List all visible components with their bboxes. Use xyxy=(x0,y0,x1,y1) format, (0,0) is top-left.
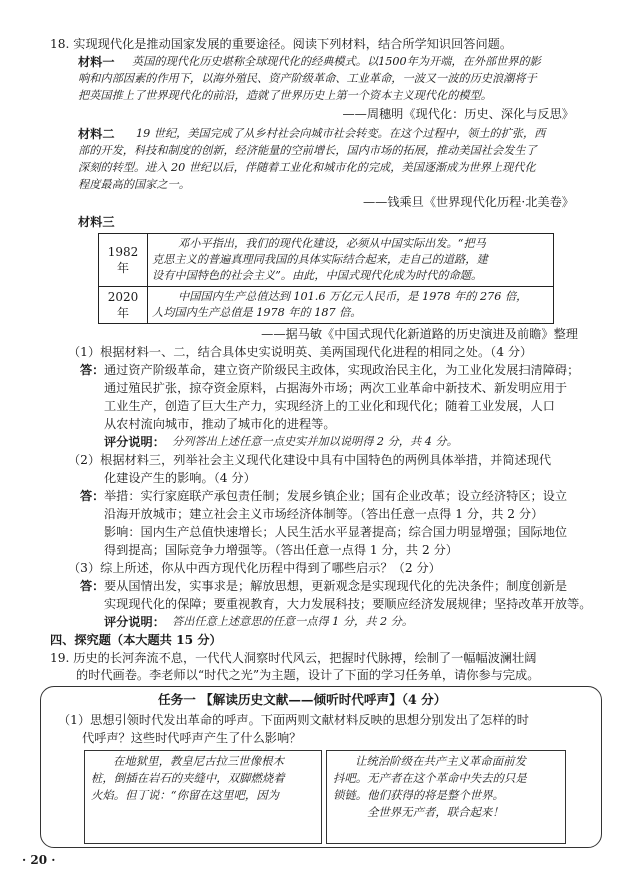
quote-box-communist-manifesto xyxy=(326,750,566,844)
material-3-source: ——据马敏《中国式现代化新道路的历史演进及前瞻》整理 xyxy=(261,327,578,341)
content-cell xyxy=(148,234,554,287)
answer-label: 答： xyxy=(80,489,105,503)
task-question-line: 代呼声？这些时代呼声产生了什么影响？ xyxy=(82,731,302,745)
answer-2-line: 沿海开放城市；建立社会主义市场经济体制等。（答出任意一点得 1 分，共 2 分） xyxy=(104,507,544,521)
material-1-line: 把英国推上了世界现代化的前沿，造就了世界历史上第一个资本主义现代化的模型。 xyxy=(78,89,492,102)
answer-2-line: 影响：国内生产总值快速增长；人民生活水平显著提高；综合国力明显增强；国际地位 xyxy=(104,525,568,539)
answer-3-line: 实现现代化的保障；要重视教育，大力发展科技；要顺应经济发展规律；坚持改革开放等。 xyxy=(104,597,592,611)
task-title: 任务一 【解读历史文献——倾听时代呼声】（4 分） xyxy=(158,692,447,707)
table-row xyxy=(99,287,554,324)
answer-3-line: 要从国情出发，实事求是；解放思想，更新观念是实现现代化的先决条件；制度创新是 xyxy=(104,579,568,593)
material-3-label: 材料三 xyxy=(78,215,115,229)
score-note-3: 答出任意上述意思的任意一点得 1 分，共 2 分。 xyxy=(172,615,414,628)
q19-stem-line: 的时代画卷。李老师以“时代之光”为主题，设计了下面的学习任务单，请你参与完成。 xyxy=(76,668,540,682)
quote-line: 在地狱里，教皇尼古拉三世像根木 xyxy=(113,754,284,768)
task-question-line: （1）思想引领时代发出革命的呼声。下面两则文献材料反映的思想分别发出了怎样的时 xyxy=(58,713,529,727)
material-2-line: 深刻的转型。进入 20 世纪以后，伴随着工业化和城市化的完成，美国逐渐成为世界上现代化 xyxy=(78,161,536,174)
cell-line: 设有中国特色的社会主义”。由此，中国式现代化成为时代的命题。 xyxy=(152,269,483,282)
subquestion-3: （3）综上所述，你从中西方现代化历程中得到了哪些启示？（2 分） xyxy=(68,561,441,575)
year-cell: 1982 年 xyxy=(99,234,148,287)
cell-line: 中国国内生产总值达到 101.6 万亿元人民币，是 1978 年的 276 倍， xyxy=(178,290,528,303)
subquestion-2-line: （2）根据材料三，列举社会主义现代化建设中具有中国特色的两例具体举措，并简述现代 xyxy=(68,453,552,467)
material-2-line: 程度最高的国家之一。 xyxy=(78,178,190,191)
answer-2-line: 举措：实行家庭联产承包责任制；发展乡镇企业；国有企业改革；设立经济特区；设立 xyxy=(104,489,568,503)
answer-label: 答： xyxy=(80,363,105,377)
quote-line: 锁链。他们获得的将是整个世界。 xyxy=(333,788,504,802)
answer-label: 答： xyxy=(80,579,105,593)
score-note-1: 分列答出上述任意一点史实并加以说明得 2 分，共 4 分。 xyxy=(172,435,458,448)
quote-box-divine-comedy xyxy=(84,750,322,844)
score-label: 评分说明： xyxy=(104,615,165,629)
quote-line: 全世界无产者，联合起来！ xyxy=(367,805,504,819)
material-3-table xyxy=(98,233,554,324)
q18-stem: 18. 实现现代化是推动国家发展的重要途径。阅读下列材料，结合所学知识回答问题。 xyxy=(50,37,513,51)
material-2-line: 19 世纪，美国完成了从乡村社会向城市社会转变。在这个过程中，领土的扩张，西 xyxy=(136,127,546,140)
material-1-source: ——周穗明《现代化：历史、深化与反思》 xyxy=(342,107,574,121)
content-cell xyxy=(148,287,554,324)
cell-line: 邓小平指出，我们的现代化建设，必须从中国实际出发。“把马 xyxy=(178,237,486,250)
cell-line: 克思主义的普遍真理同我国的具体实际结合起来，走自己的道路，建 xyxy=(152,253,488,266)
subquestion-1: （1）根据材料一、二，结合具体史实说明英、美两国现代化进程的相同之处。（4 分） xyxy=(68,345,533,359)
material-1-label: 材料一 xyxy=(78,55,115,69)
score-label: 评分说明： xyxy=(104,435,165,449)
page-number: · 20 · xyxy=(22,853,56,867)
section-heading: 四、探究题（本大题共 15 分） xyxy=(50,633,222,647)
answer-1-line: 通过殖民扩张，掠夺资金原料，占据海外市场；两次工业革命中新技术、新发明应用于 xyxy=(104,381,568,395)
cell-line: 人均国内生产总值是 1978 年的 187 倍。 xyxy=(152,306,362,319)
year-cell: 2020 年 xyxy=(99,287,148,324)
material-2-label: 材料二 xyxy=(78,127,115,141)
q19-stem-line: 19. 历史的长河奔流不息，一代代人洞察时代风云，把握时代脉搏，绘制了一幅幅波澜壮阔 xyxy=(50,651,537,665)
subquestion-2-line: 化建设产生的影响。（4 分） xyxy=(104,471,256,485)
material-2-source: ——钱乘旦《世界现代化历程·北美卷》 xyxy=(362,195,574,209)
answer-1-line: 从农村流向城市，推动了城市化的进程等。 xyxy=(104,417,336,431)
quote-line: 桩，倒插在岩石的夹缝中，双脚燃烧着 xyxy=(91,771,285,785)
material-1-line: 响和内部因素的作用下，以海外殖民、资产阶级革命、工业革命，一波又一波的历史浪潮将于 xyxy=(78,72,537,85)
material-1-line: 英国的现代化历史堪称全球现代化的经典模式。以1500年为开端，在外部世界的影 xyxy=(132,55,541,68)
quote-line: 抖吧。无产者在这个革命中失去的只是 xyxy=(333,771,527,785)
quote-line: 火焰。但丁说：“你留在这里吧，因为 xyxy=(91,788,280,802)
answer-1-line: 通过资产阶级革命，建立资产阶级民主政体，实现政治民主化，为工业化发展扫清障碍； xyxy=(104,363,580,377)
table-row xyxy=(99,234,554,287)
answer-2-line: 得到提高；国际竞争力增强等。（答出任意一点得 1 分，共 2 分） xyxy=(104,543,458,557)
quote-line: 让统治阶级在共产主义革命面前发 xyxy=(355,754,526,768)
material-2-line: 部的开发，科技和制度的创新，经济能量的空前增长，国内市场的拓展，推动美国社会发生了 xyxy=(78,144,537,157)
answer-1-line: 工业生产，创造了巨大生产力，实现经济上的工业化和现代化；随着工业发展，人口 xyxy=(104,399,555,413)
